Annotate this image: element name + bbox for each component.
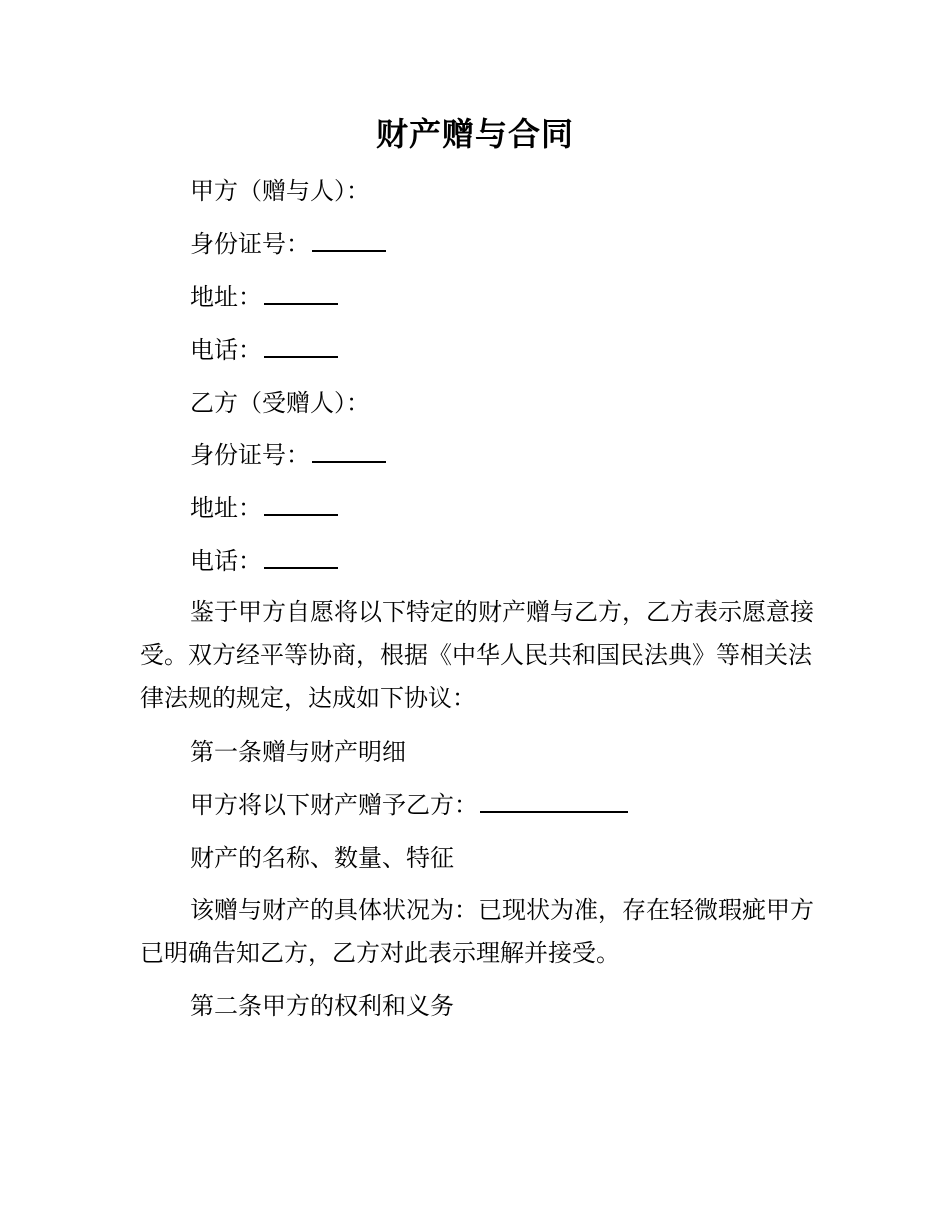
party-b-heading: 乙方（受赠人）：: [190, 389, 370, 417]
article-1-transfer-row: [190, 787, 628, 823]
party-b-phone-blank: [264, 543, 338, 569]
party-b-address-label: 地址：: [190, 494, 262, 522]
article-1-heading: 第一条赠与财产明细: [190, 738, 406, 766]
article-1-transfer-label: 甲方将以下财产赠予乙方：: [190, 791, 478, 819]
party-b-id-row: [190, 437, 386, 473]
party-a-id-label: 身份证号：: [190, 230, 310, 258]
party-b-phone-label: 电话：: [190, 547, 262, 575]
article-1-condition-paragraph: 该赠与财产的具体状况为：已现状为准，存在轻微瑕疵甲方已明确告知乙方，乙方对此表示理解并接受。: [140, 896, 814, 967]
article-2-heading: 第二条甲方的权利和义务: [190, 992, 454, 1020]
preamble-paragraph: 鉴于甲方自愿将以下特定的财产赠与乙方，乙方表示愿意接受。双方经平等协商，根据《中华人民共和国民法典》等相关法律法规的规定，达成如下协议：: [140, 598, 814, 712]
party-a-phone-blank: [264, 332, 338, 358]
party-b-address-blank: [264, 490, 338, 516]
party-a-id-row: [190, 226, 386, 262]
document-title: 财产赠与合同: [375, 115, 574, 153]
party-a-address-blank: [264, 279, 338, 305]
party-b-phone-row: [190, 543, 338, 579]
party-a-address-row: [190, 279, 338, 315]
article-1-property-blank: [480, 787, 628, 813]
party-b-id-label: 身份证号：: [190, 441, 310, 469]
party-a-id-blank: [312, 226, 386, 252]
party-a-phone-label: 电话：: [190, 336, 262, 364]
party-b-address-row: [190, 490, 338, 526]
party-a-heading: 甲方（赠与人）：: [190, 177, 370, 205]
party-a-address-label: 地址：: [190, 283, 262, 311]
party-a-phone-row: [190, 332, 338, 368]
party-b-id-blank: [312, 437, 386, 463]
article-1-property-desc: 财产的名称、数量、特征: [190, 844, 454, 872]
